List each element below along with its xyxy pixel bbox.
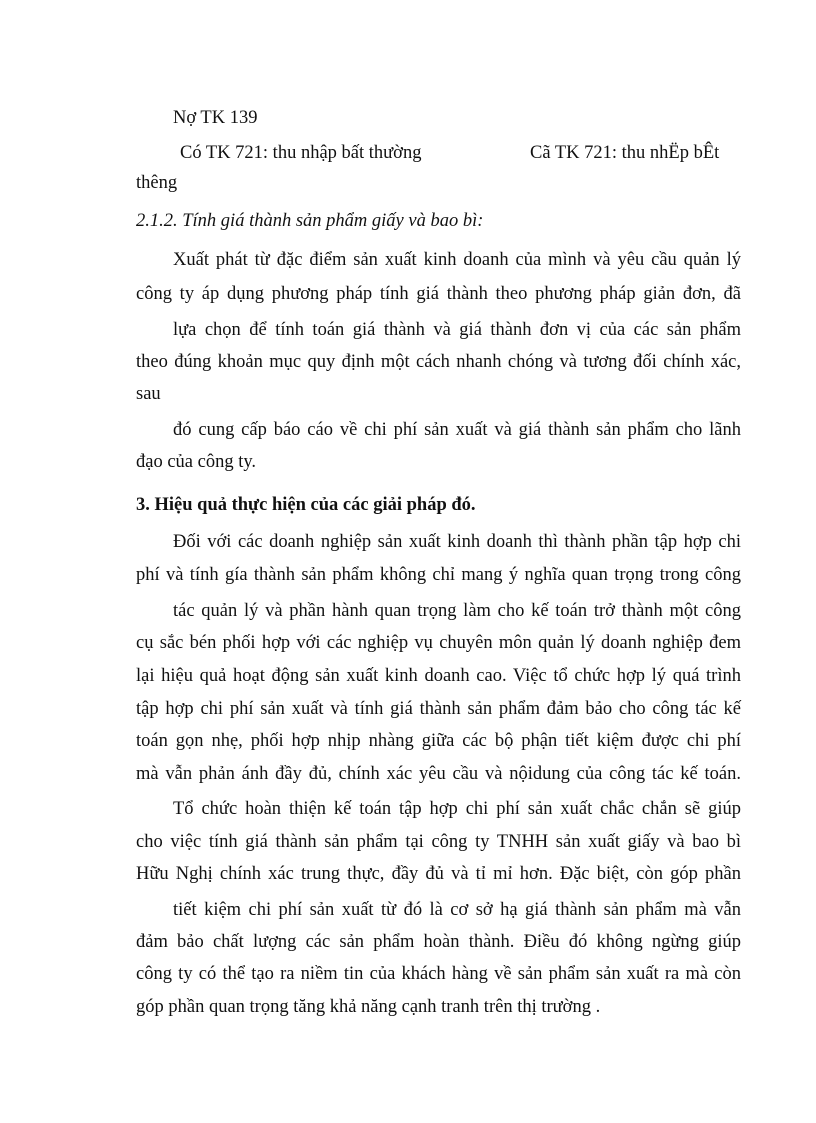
para2-line: tập hợp chi phí sản xuất và tính giá thành sản phẩm đảm bảo cho công tác kế <box>136 699 741 719</box>
section-heading: 3. Hiệu quả thực hiện của các giải pháp đó. <box>136 495 476 515</box>
credit-line: Có TK 721: thu nhập bất thường <box>180 143 422 163</box>
para1-line: đạo của công ty. <box>136 452 257 472</box>
para3-line: Tổ chức hoàn thiện kế toán tập hợp chi phí sản xuất chắc chắn sẽ giúp <box>173 799 741 819</box>
credit-line-garbled: Cã TK 721: thu nhËp bÊt <box>530 143 720 163</box>
para3-line: cho việc tính giá thành sản phẩm tại công ty TNHH sản xuất giấy và bao bì <box>136 832 741 852</box>
para1-line: Xuất phát từ đặc điểm sản xuất kinh doanh của mình và yêu cầu quản lý <box>173 250 741 270</box>
para3-line: Hữu Nghị chính xác trung thực, đầy đủ và tỉ mỉ hơn. Đặc biệt, còn góp phần <box>136 864 741 884</box>
debit-line: Nợ TK 139 <box>173 108 258 128</box>
para2-line: mà vẫn phản ánh đầy đủ, chính xác yêu cầu và nộidung của công tác kế toán. <box>136 764 741 784</box>
para1-line: công ty áp dụng phương pháp tính giá thành theo phương pháp giản đơn, đã <box>136 284 741 304</box>
para1-line: sau <box>136 384 161 404</box>
para2-line: cụ sắc bén phối hợp với các nghiệp vụ chuyên môn quản lý doanh nghiệp đem <box>136 633 741 653</box>
para3-line: góp phần quan trọng tăng khả năng cạnh tranh trên thị trường . <box>136 997 601 1017</box>
para3-line: đảm bảo chất lượng các sản phẩm hoàn thành. Điều đó không ngừng giúp <box>136 932 741 952</box>
para2-line: tác quản lý và phần hành quan trọng làm cho kế toán trở thành một công <box>173 601 741 621</box>
para1-line: theo đúng khoản mục quy định một cách nhanh chóng và tương đối chính xác, <box>136 352 741 372</box>
credit-line-garbled-cont: thêng <box>136 173 178 193</box>
subsection-heading: 2.1.2. Tính giá thành sản phẩm giấy và bao bì: <box>136 211 484 231</box>
para2-line: phí và tính gía thành sản phẩm không chỉ mang ý nghĩa quan trọng trong công <box>136 565 741 585</box>
para1-line: lựa chọn để tính toán giá thành và giá thành đơn vị của các sản phẩm <box>173 320 741 340</box>
para3-line: công ty có thể tạo ra niềm tin của khách hàng về sản phẩm sản xuất ra mà còn <box>136 964 741 984</box>
para3-line: tiết kiệm chi phí sản xuất từ đó là cơ sở hạ giá thành sản phẩm mà vẫn <box>173 900 741 920</box>
para2-line: lại hiệu quả hoạt động sản xuất kinh doanh cao. Việc tổ chức hợp lý quá trình <box>136 666 741 686</box>
para2-line: toán gọn nhẹ, phối hợp nhịp nhàng giữa các bộ phận tiết kiệm được chi phí <box>136 731 741 751</box>
para2-line: Đối với các doanh nghiệp sản xuất kinh doanh thì thành phần tập hợp chi <box>173 532 741 552</box>
para1-line: đó cung cấp báo cáo về chi phí sản xuất và giá thành sản phẩm cho lãnh <box>173 420 741 440</box>
